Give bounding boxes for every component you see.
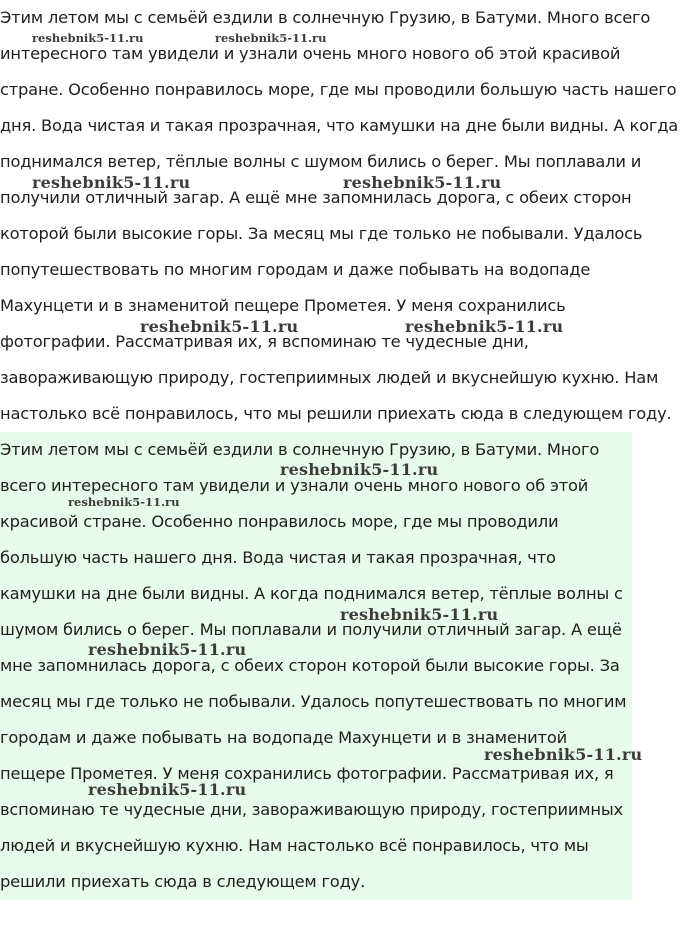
- watermark-text: reshebnik5-11.ru: [88, 780, 247, 799]
- watermark-text: reshebnik5-11.ru: [68, 495, 180, 509]
- text-paragraph-original: Этим летом мы с семьёй ездили в солнечную Грузию, в Батуми. Много всего интересного там увидели и узнали очень много нового об этой красивой стране. Особенно понравилось море, где мы проводили большую часть нашего дня. Вода чистая и такая прозрачная, что камушки на дне были видны. А когда поднимался ветер, тёплые волны с шумом бились о берег. Мы поплавали и получили отличный загар. А ещё мне запомнилась дорога, с обеих сторон которой были высокие горы. За месяц мы где только не побывали. Удалось попутешествовать по многим городам и даже побывать на водопаде Махунцети и в знаменитой пещере Прометея. У меня сохранились фотографии. Рассматривая их, я вспоминаю те чудесные дни, завораживающую природу, гостеприимных людей и вкуснейшую кухню. Нам настолько всё понравилось, что мы решили приехать сюда в следующем году.: [0, 8, 679, 423]
- watermark-text: reshebnik5-11.ru: [343, 173, 502, 192]
- watermark-text: reshebnik5-11.ru: [32, 173, 191, 192]
- watermark-text: reshebnik5-11.ru: [280, 460, 439, 479]
- watermark-text: reshebnik5-11.ru: [215, 31, 327, 45]
- watermark-text: reshebnik5-11.ru: [484, 745, 643, 764]
- watermark-text: reshebnik5-11.ru: [340, 605, 499, 624]
- watermark-text: reshebnik5-11.ru: [32, 31, 144, 45]
- watermark-text: reshebnik5-11.ru: [140, 317, 299, 336]
- watermark-text: reshebnik5-11.ru: [405, 317, 564, 336]
- watermark-text: reshebnik5-11.ru: [88, 640, 247, 659]
- text-paragraph-highlighted: Этим летом мы с семьёй ездили в солнечную Грузию, в Батуми. Много всего интересного там увидели и узнали очень много нового об этой красивой стране. Особенно понравилось море, где мы проводили большую часть нашего дня. Вода чистая и такая прозрачная, что камушки на дне были видны. А когда поднимался ветер, тёплые волны с шумом бились о берег. Мы поплавали и получили отличный загар. А ещё мне запомнилась дорога, с обеих сторон которой были высокие горы. За месяц мы где только не побывали. Удалось попутешествовать по многим городам и даже побывать на водопаде Махунцети и в знаменитой пещере Прометея. У меня сохранились фотографии. Рассматривая их, я вспоминаю те чудесные дни, завораживающую природу, гостеприимных людей и вкуснейшую кухню. Нам настолько всё понравилось, что мы решили приехать сюда в следующем году.: [0, 440, 627, 891]
